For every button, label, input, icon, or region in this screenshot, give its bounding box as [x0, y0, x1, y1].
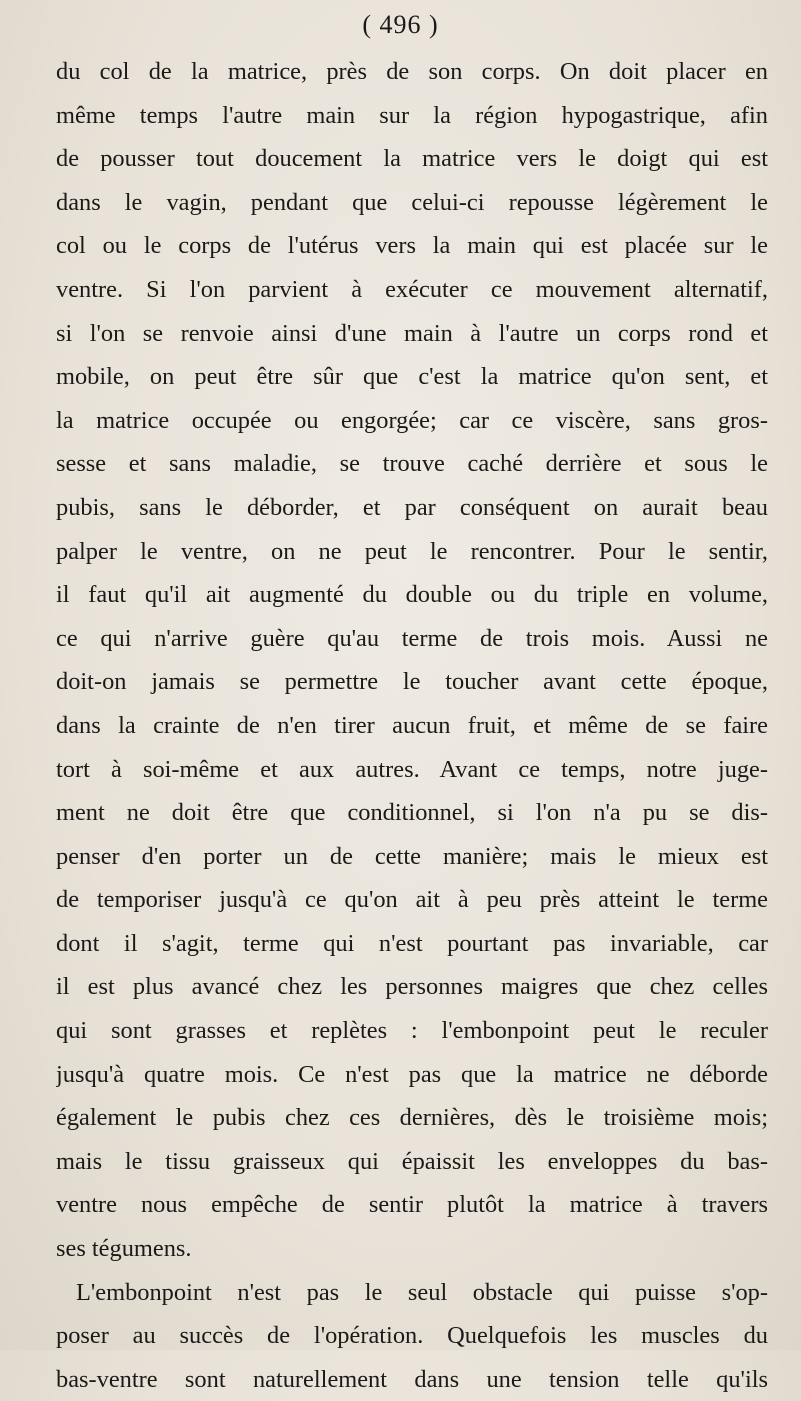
- text-line: col ou le corps de l'utérus vers la main qui est placée sur le: [56, 232, 768, 260]
- text-line: de pousser tout doucement la matrice vers le doigt qui est: [56, 145, 768, 173]
- text-line: il faut qu'il ait augmenté du double ou du triple en volume,: [56, 581, 768, 609]
- body-text: [56, 50, 768, 1401]
- text-line: du col de la matrice, près de son corps. On doit placer en: [56, 58, 768, 85]
- text-line: la matrice occupée ou engorgée; car ce viscère, sans gros-: [56, 406, 768, 434]
- text-line: doit-on jamais se permettre le toucher avant cette époque,: [56, 668, 768, 696]
- text-line: de temporiser jusqu'à ce qu'on ait à peu près atteint le terme: [56, 886, 768, 914]
- text-line: dans la crainte de n'en tirer aucun fruit, et même de se faire: [56, 711, 768, 739]
- text-line: même temps l'autre main sur la région hypogastrique, afin: [56, 101, 768, 129]
- text-line: dans le vagin, pendant que celui-ci repousse légèrement le: [56, 188, 768, 216]
- text-line: tort à soi-même et aux autres. Avant ce temps, notre juge-: [56, 755, 768, 783]
- text-line: il est plus avancé chez les personnes maigres que chez celles: [56, 973, 768, 1001]
- paragraph-2: [56, 1271, 768, 1401]
- text-line: L'embonpoint n'est pas le seul obstacle qui puisse s'op-: [76, 1278, 768, 1306]
- text-line: bas-ventre sont naturellement dans une tension telle qu'ils: [56, 1365, 768, 1393]
- text-line: ce qui n'arrive guère qu'au terme de trois mois. Aussi ne: [56, 624, 768, 652]
- text-line: si l'on se renvoie ainsi d'une main à l'autre un corps rond et: [56, 319, 768, 347]
- text-line: qui sont grasses et replètes : l'embonpoint peut le reculer: [56, 1017, 768, 1045]
- page-number: ( 496 ): [362, 10, 439, 39]
- text-line: palper le ventre, on ne peut le rencontrer. Pour le sentir,: [56, 537, 768, 565]
- text-line: mais le tissu graisseux qui épaissit les enveloppes du bas-: [56, 1147, 768, 1175]
- text-line: mobile, on peut être sûr que c'est la matrice qu'on sent, et: [56, 363, 768, 391]
- text-line: penser d'en porter un de cette manière; mais le mieux est: [56, 842, 768, 870]
- text-line: poser au succès de l'opération. Quelquefois les muscles du: [56, 1322, 768, 1350]
- text-line: ses tégumens.: [56, 1235, 192, 1263]
- text-line: dont il s'agit, terme qui n'est pourtant pas invariable, car: [56, 929, 768, 957]
- text-line: ventre nous empêche de sentir plutôt la matrice à travers: [56, 1191, 768, 1219]
- text-line: ventre. Si l'on parvient à exécuter ce mouvement alternatif,: [56, 275, 768, 303]
- text-line: sesse et sans maladie, se trouve caché derrière et sous le: [56, 450, 768, 478]
- text-line: jusqu'à quatre mois. Ce n'est pas que la matrice ne déborde: [56, 1060, 768, 1088]
- text-line: ment ne doit être que conditionnel, si l'on n'a pu se dis-: [56, 799, 768, 827]
- text-line: pubis, sans le déborder, et par conséquent on aurait beau: [56, 493, 768, 521]
- text-line: également le pubis chez ces dernières, dès le troisième mois;: [56, 1104, 768, 1132]
- paragraph-1: [56, 50, 768, 1271]
